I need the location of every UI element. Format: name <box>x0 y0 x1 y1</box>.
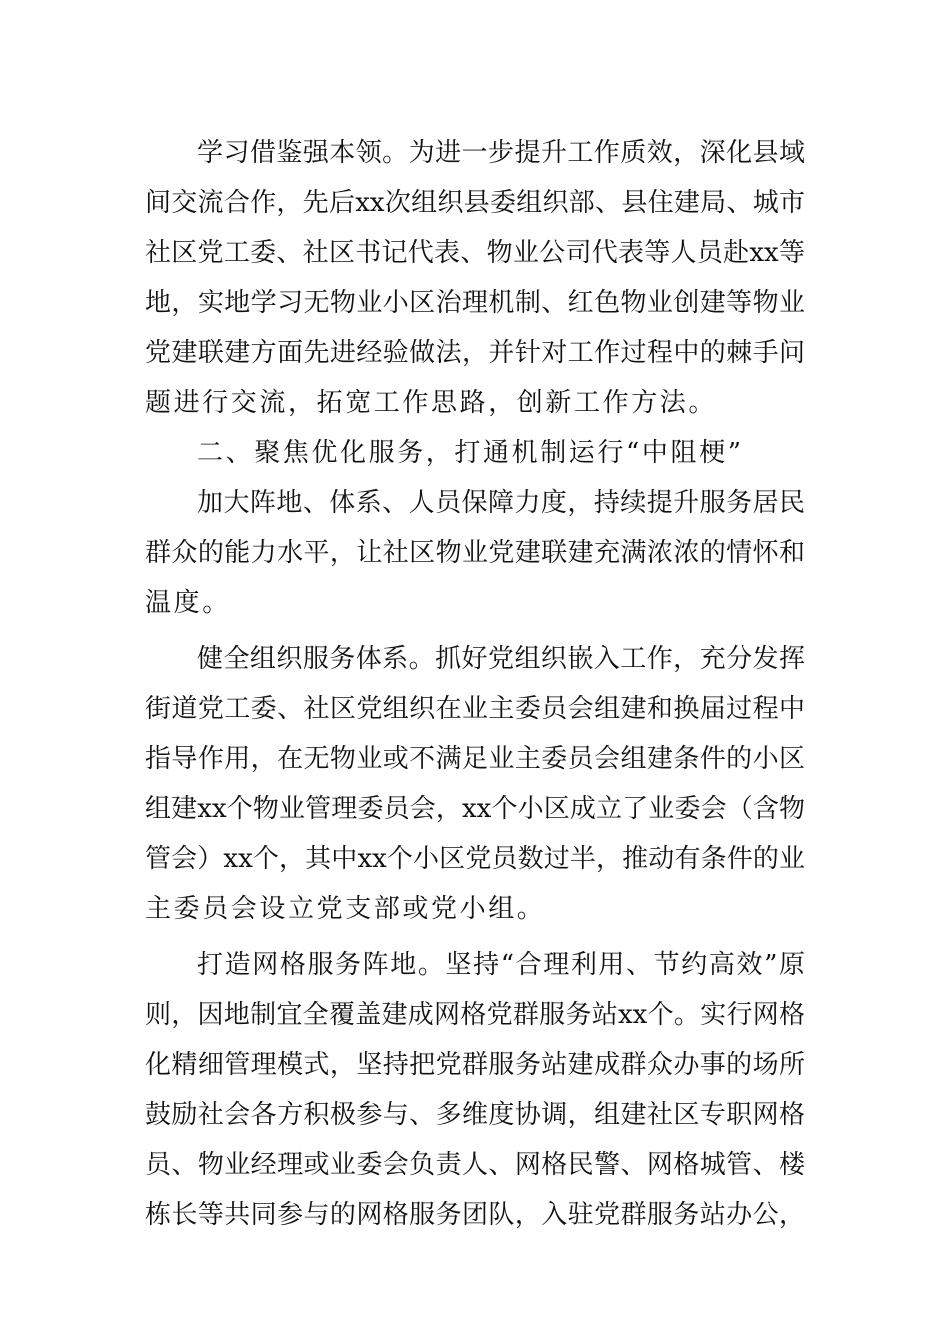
text-line: 打造网格服务阵地。坚持“合理利用、节约高效”原 <box>197 950 805 980</box>
document-page <box>145 128 805 1240</box>
text-line: 鼓励社会各方积极参与、多维度协调，组建社区专职网格 <box>145 1100 805 1130</box>
text-line: 栋长等共同参与的网格服务团队，入驻党群服务站办公， <box>145 1200 805 1230</box>
text-line: 街道党工委、社区党组织在业主委员会组建和换届过程中 <box>145 694 805 724</box>
text-line: 学习借鉴强本领。为进一步提升工作质效，深化县域 <box>197 138 805 168</box>
text-line: 组建xx个物业管理委员会，xx个小区成立了业委会（含物 <box>145 794 805 824</box>
paragraph-intro <box>145 478 805 628</box>
text-line: 社区党工委、社区书记代表、物业公司代表等人员赴xx等 <box>145 238 805 268</box>
text-line: 员、物业经理或业委会负责人、网格民警、网格城管、楼 <box>145 1150 805 1180</box>
paragraph-organization <box>145 634 805 934</box>
text-line: 管会）xx个，其中xx个小区党员数过半，推动有条件的业 <box>145 844 805 874</box>
text-line: 则，因地制宜全覆盖建成网格党群服务站xx个。实行网格 <box>145 1000 805 1030</box>
text-line: 温度。 <box>145 588 231 618</box>
text-line: 健全组织服务体系。抓好党组织嵌入工作，充分发挥 <box>197 644 805 674</box>
heading-text: 二、聚焦优化服务，打通机制运行“中阻梗” <box>197 438 744 468</box>
section-heading-2 <box>145 428 805 478</box>
paragraph-learning <box>145 128 805 428</box>
text-line: 指导作用，在无物业或不满足业主委员会组建条件的小区 <box>145 744 805 774</box>
text-line: 间交流合作，先后xx次组织县委组织部、县住建局、城市 <box>145 188 805 218</box>
text-line: 加大阵地、体系、人员保障力度，持续提升服务居民 <box>197 488 805 518</box>
paragraph-grid-service <box>145 940 805 1240</box>
text-line: 化精细管理模式，坚持把党群服务站建成群众办事的场所 <box>145 1050 805 1080</box>
text-line: 题进行交流，拓宽工作思路，创新工作方法。 <box>145 388 718 418</box>
text-line: 党建联建方面先进经验做法，并针对工作过程中的棘手问 <box>145 338 805 368</box>
text-line: 主委员会设立党支部或党小组。 <box>145 894 546 924</box>
text-line: 地，实地学习无物业小区治理机制、红色物业创建等物业 <box>145 288 805 318</box>
text-line: 群众的能力水平，让社区物业党建联建充满浓浓的情怀和 <box>145 538 805 568</box>
